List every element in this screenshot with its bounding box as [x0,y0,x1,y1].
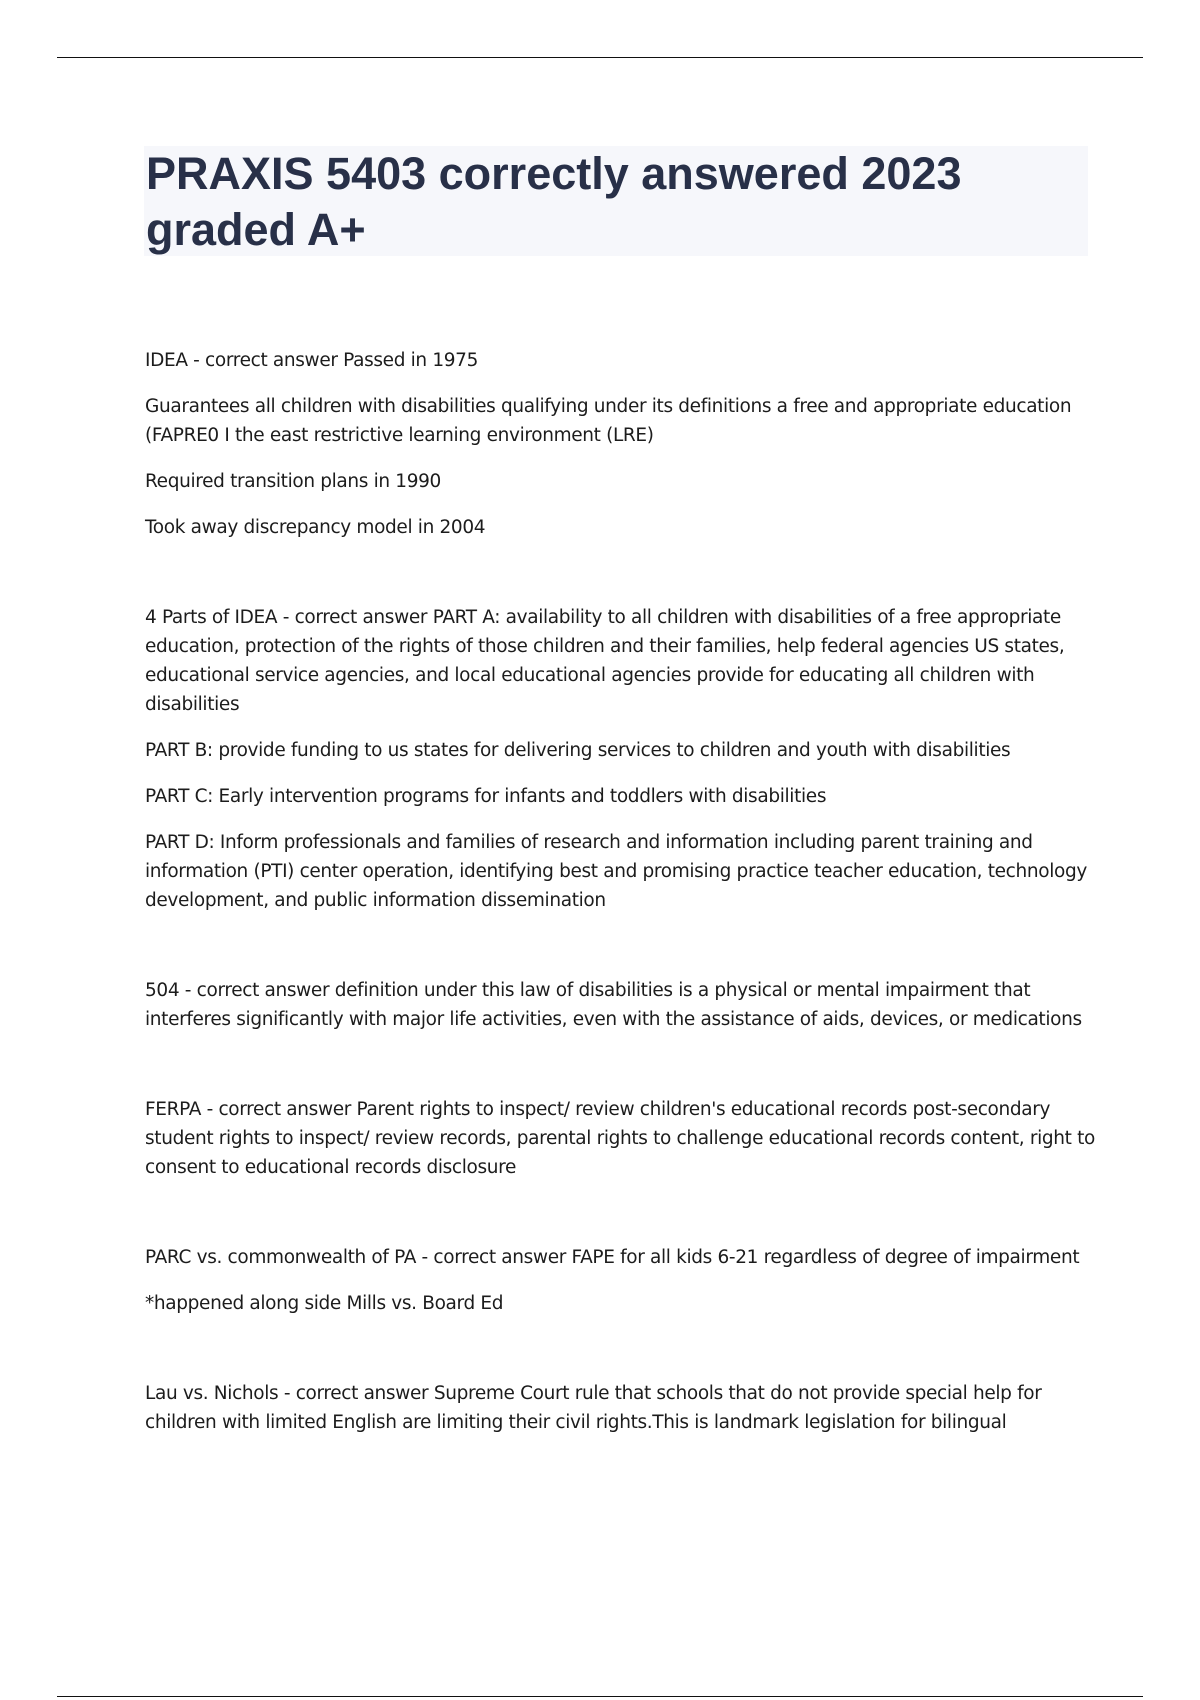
entry-paragraph: Required transition plans in 1990 [145,471,441,492]
entry-504 [145,976,1095,1034]
entry-paragraph: IDEA - correct answer Passed in 1975 [145,350,479,371]
entry-idea [145,346,1095,542]
entry-paragraph: PART B: provide funding to us states for delivering services to children and youth with disabilities [145,740,1011,761]
entry-paragraph: 4 Parts of IDEA - correct answer PART A: availability to all children with disabilities of a free appropriate education, protection of the rights of those children and their families, help federal agencies US states, educational service agencies, and local educational agencies provide for educating all children with disabilities [145,607,1065,715]
entry-paragraph: Took away discrepancy model in 2004 [145,517,486,538]
page-title: PRAXIS 5403 correctly answered 2023 graded A+ [146,148,962,255]
footer-rule [57,1696,1143,1697]
entry-paragraph: PART D: Inform professionals and families of research and information including parent training and information (PTI) center operation, identifying best and promising practice teacher education, technology development, and public information dissemination [145,832,1087,911]
entry-ferpa [145,1095,1095,1182]
header-rule [57,57,1143,58]
entry-paragraph: Lau vs. Nichols - correct answer Supreme Court rule that schools that do not provide special help for children with limited English are limiting their civil rights.This is landmark legislation for bilingual [145,1383,1042,1433]
entry-lau-vs-nichols [145,1379,1095,1437]
entry-paragraph: PARC vs. commonwealth of PA - correct answer FAPE for all kids 6-21 regardless of degree of impairment [145,1247,1080,1268]
entry-paragraph: 504 - correct answer definition under this law of disabilities is a physical or mental impairment that interferes significantly with major life activities, even with the assistance of aids, devices, or medications [145,980,1082,1030]
entry-paragraph: *happened along side Mills vs. Board Ed [145,1293,504,1314]
entry-paragraph: FERPA - correct answer Parent rights to inspect/ review children's educational records post-secondary student rights to inspect/ review records, parental rights to challenge educational records content, right to consent to educational records disclosure [145,1099,1095,1178]
entry-paragraph: Guarantees all children with disabilities qualifying under its definitions a free and appropriate education (FAPRE0 I the east restrictive learning environment (LRE) [145,396,1072,446]
document-body [145,346,1095,1437]
entry-4-parts-of-idea [145,603,1095,915]
entry-parc [145,1243,1095,1318]
entry-paragraph: PART C: Early intervention programs for infants and toddlers with disabilities [145,786,827,807]
title-banner [144,146,1088,256]
